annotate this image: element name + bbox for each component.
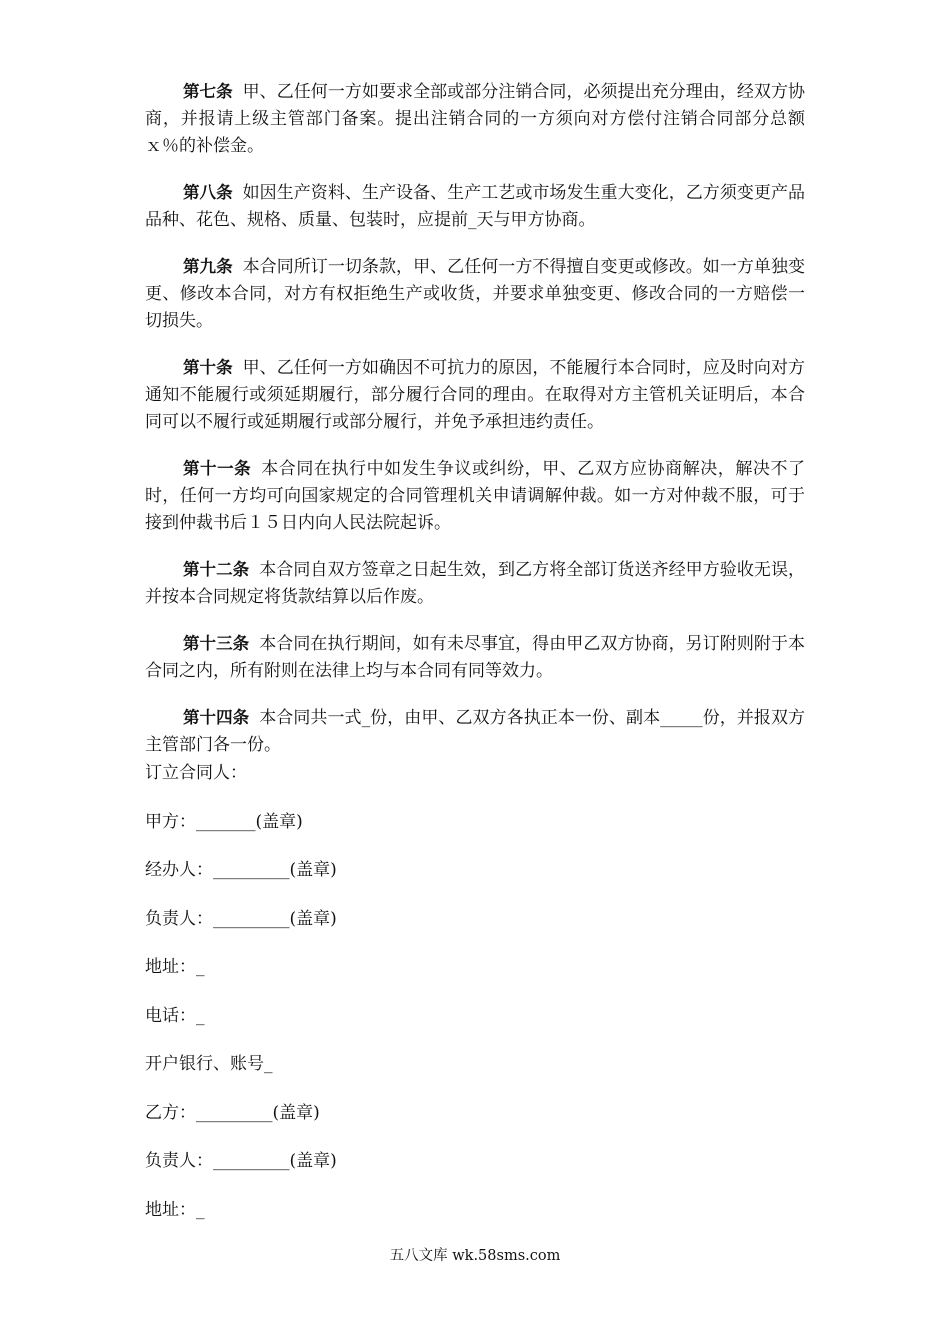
person-in-charge-b-line: 负责人：_________(盖章) [145, 1151, 337, 1171]
phone-line: 电话：_ [145, 1005, 205, 1026]
article-title: 第十二条 [183, 560, 250, 579]
article-title: 第十三条 [183, 634, 250, 653]
article-12 [145, 556, 805, 611]
signatories-heading: 订立合同人： [145, 763, 247, 783]
person-in-charge-a-line: 负责人：_________(盖章) [145, 908, 337, 929]
bank-account-line: 开户银行、账号_ [145, 1054, 273, 1074]
article-text: 本合同自双方签章之日起生效，到乙方将全部订货送齐经甲方验收无误，并按本合同规定将货款结算以后作废。 [145, 560, 806, 607]
article-text: 本合同在执行中如发生争议或纠纷，甲、乙双方应协商解决，解决不了时，任何一方均可向国家规定的合同管理机关申请调解仲裁。如一方对仲裁不服，可于接到仲裁书后１５日内向人民法院起诉。 [145, 459, 806, 533]
article-13 [145, 630, 805, 685]
article-9 [145, 253, 805, 335]
signature-block [145, 760, 805, 1245]
article-text: 甲、乙任何一方如要求全部或部分注销合同，必须提出充分理由，经双方协商，并报请上级主管部门备案。提出注销合同的一方须向对方偿付注销合同部分总额ｘ％的补偿金。 [145, 82, 806, 156]
party-a-line: 甲方：_______(盖章) [145, 811, 303, 832]
contract-articles [145, 78, 805, 778]
address-b-line: 地址：_ [145, 1199, 205, 1220]
party-b-line: 乙方：_________(盖章) [145, 1102, 320, 1123]
article-text: 本合同共一式_份，由甲、乙双方各执正本一份、副本_____份，并报双方主管部门各一份。 [145, 708, 806, 755]
article-title: 第十条 [183, 358, 233, 377]
article-10 [145, 354, 805, 436]
address-a-line: 地址：_ [145, 957, 205, 977]
article-text: 甲、乙任何一方如确因不可抗力的原因，不能履行本合同时，应及时向对方通知不能履行或须延期履行，部分履行合同的理由。在取得对方主管机关证明后，本合同可以不履行或延期履行或部分履行，并免予承担违约责任。 [145, 358, 806, 432]
footer-watermark: 五八文库 wk.58sms.com [389, 1248, 561, 1264]
article-11 [145, 455, 805, 537]
article-title: 第十一条 [183, 459, 252, 478]
article-title: 第十四条 [183, 708, 250, 727]
article-title: 第八条 [183, 183, 233, 202]
article-text: 如因生产资料、生产设备、生产工艺或市场发生重大变化，乙方须变更产品品种、花色、规格、质量、包装时，应提前_天与甲方协商。 [145, 183, 806, 230]
article-title: 第七条 [183, 82, 233, 101]
article-14 [145, 704, 805, 759]
article-text: 本合同所订一切条款，甲、乙任何一方不得擅自变更或修改。如一方单独变更、修改本合同，对方有权拒绝生产或收货，并要求单独变更、修改合同的一方赔偿一切损失。 [145, 257, 806, 331]
article-text: 本合同在执行期间，如有未尽事宜，得由甲乙双方协商，另订附则附于本合同之内，所有附则在法律上均与本合同有同等效力。 [145, 634, 806, 681]
article-title: 第九条 [183, 257, 233, 276]
article-7 [145, 78, 805, 160]
article-8 [145, 179, 805, 234]
handler-line: 经办人：_________(盖章) [145, 860, 337, 880]
